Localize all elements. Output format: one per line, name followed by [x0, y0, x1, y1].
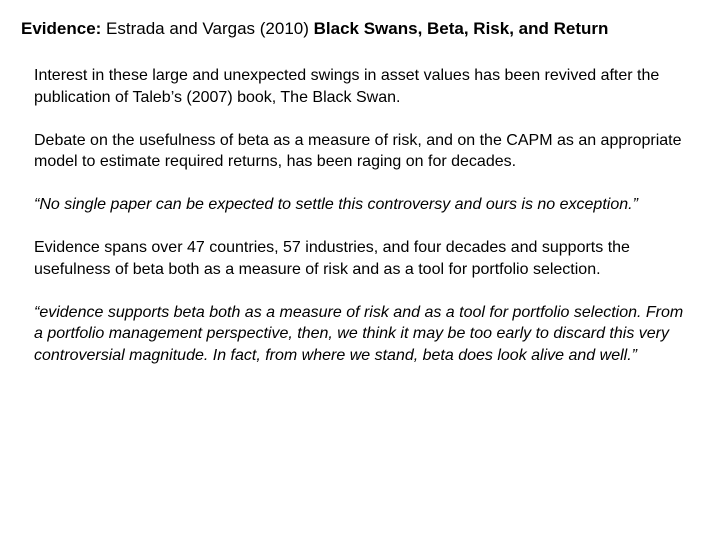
paragraph-evidence: Evidence spans over 47 countries, 57 industries, and four decades and supports the usefulness of beta both as a measure of risk and as a tool for portfolio selection.	[34, 239, 630, 278]
paragraph-debate: Debate on the usefulness of beta as a measure of risk, and on the CAPM as an appropriate model to estimate required returns, has been raging on for decades.	[34, 131, 682, 170]
slide-title	[21, 18, 711, 40]
title-label: Evidence:	[21, 19, 102, 38]
slide-body	[34, 65, 694, 388]
paragraph-interest: Interest in these large and unexpected swings in asset values has been revived after the publication of Taleb’s (2007) book, The Black Swan.	[34, 67, 660, 106]
title-paper: Black Swans, Beta, Risk, and Return	[313, 19, 609, 38]
quote-conclusion: “evidence supports beta both as a measure of risk and as a tool for portfolio selection. From a portfolio management perspective, then, we think it may be too early to discard this very controversial magnitude. In fact, from where we stand, beta does look alive and well.”	[34, 303, 684, 364]
title-authors: Estrada and Vargas (2010)	[101, 19, 314, 38]
quote-controversy: “No single paper can be expected to settle this controversy and ours is no exception.”	[34, 196, 638, 213]
